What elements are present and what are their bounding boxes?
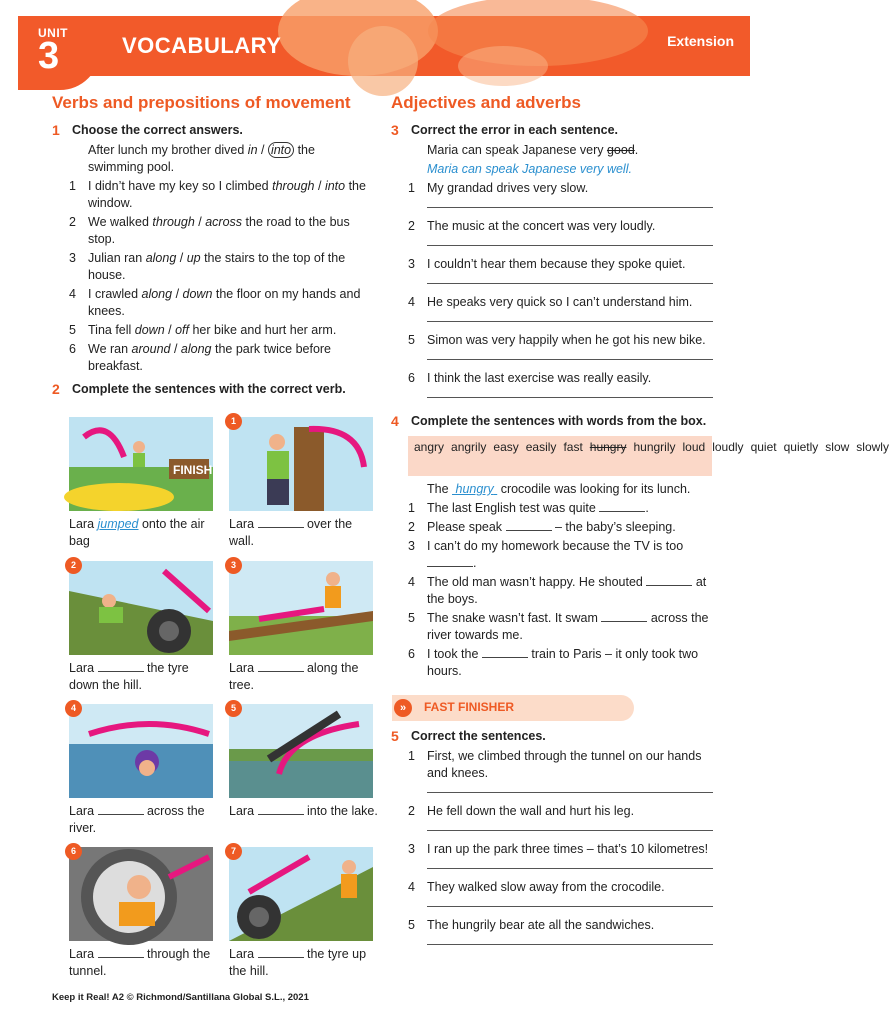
item-number: 4 xyxy=(408,575,415,589)
option-a[interactable]: along xyxy=(141,287,173,301)
item-number: 5 xyxy=(408,333,415,347)
choice-item xyxy=(69,341,370,375)
circled-answer: into xyxy=(268,142,294,158)
exercise-2-heading: 2 Complete the sentences with the correct verb. xyxy=(52,381,346,397)
correction-item xyxy=(408,748,721,793)
word-option: loudly xyxy=(712,440,744,454)
caption-3: Lara along the tree. xyxy=(229,661,359,692)
correction-item xyxy=(408,917,721,945)
item-number: 1 xyxy=(408,181,415,195)
exercise-4-heading: 4 Complete the sentences with words from the box. xyxy=(391,413,707,429)
item-text: I didn’t have my key so I climbed through / into the window. xyxy=(88,179,366,210)
finish-sign: FINISH xyxy=(173,463,213,477)
exercise-3: 3 Correct the error in each sentence. Maria can speak Japanese very good. Maria can speak Japanese very well. 1 My grandad drives very slow. 2 The music at the concert was very loudly. 3 I couldn’t hear them because they spoke quiet. 4 He speaks very quick so I can’t understand him. 5 Simon was very happily when he got his new bike. 6 I think the last exercise was really easily. xyxy=(391,122,721,408)
unit-label: UNIT xyxy=(38,26,68,40)
item-text: He speaks very quick so I can’t understand him. xyxy=(427,295,693,309)
exercise-1 xyxy=(52,122,370,375)
section-tag: Extension xyxy=(667,33,734,49)
answer-line[interactable] xyxy=(427,943,713,945)
caption-6: Lara through the tunnel. xyxy=(69,947,211,978)
example-sentence: The hungry crocodile was looking for its lunch. xyxy=(427,482,691,496)
option-a[interactable]: around xyxy=(131,342,171,356)
illustration-example xyxy=(69,417,213,511)
item-text: I crawled along / down the floor on my hands and knees. xyxy=(88,287,361,318)
picture-badge: 4 xyxy=(65,700,82,717)
option-a[interactable]: along xyxy=(145,251,177,265)
correction-item xyxy=(408,256,721,284)
item-number: 3 xyxy=(408,842,415,856)
answer-blank[interactable] xyxy=(646,575,692,586)
item-number: 2 xyxy=(69,215,76,229)
answer-blank[interactable] xyxy=(98,804,144,815)
correction-item xyxy=(408,803,721,831)
correction-item xyxy=(408,218,721,246)
correction-item xyxy=(408,294,721,322)
option-a[interactable]: down xyxy=(134,323,165,337)
caption-1: Lara over the wall. xyxy=(229,517,353,548)
example-sentence: Maria can speak Japanese very good. xyxy=(427,143,639,157)
answer-line[interactable] xyxy=(427,867,713,869)
picture-badge: 6 xyxy=(65,843,82,860)
gap-fill-item xyxy=(408,646,721,680)
answer-blank[interactable] xyxy=(427,556,473,567)
item-number: 5 xyxy=(408,918,415,932)
word-box xyxy=(408,436,889,476)
correction-item xyxy=(408,370,721,398)
illustration-6 xyxy=(69,847,213,941)
item-text: Simon was very happily when he got his new bike. xyxy=(427,333,706,347)
left-heading: Verbs and prepositions of movement xyxy=(52,93,351,112)
word-option: quietly xyxy=(783,440,819,454)
word-option: hungry xyxy=(589,440,627,454)
item-text: My grandad drives very slow. xyxy=(427,181,589,195)
option-a[interactable]: through xyxy=(272,179,315,193)
illustration-3 xyxy=(229,561,373,655)
word-option: quiet xyxy=(750,440,777,454)
exercise-number: 1 xyxy=(52,122,60,138)
exercise-5: 5 Correct the sentences. 1 First, we climbed through the tunnel on our hands and knees. 2 He fell down the wall and hurt his leg. 3 I ran up the park three times – that’s 10 kilometres! 4 They walked slow away from the crocodile. 5 The hungrily bear ate all the sandwiches. xyxy=(391,728,721,955)
right-heading: Adjectives and adverbs xyxy=(391,93,581,112)
answer-blank[interactable] xyxy=(258,661,304,672)
answer-line[interactable] xyxy=(427,282,713,284)
item-text: He fell down the wall and hurt his leg. xyxy=(427,804,635,818)
option-b[interactable]: along xyxy=(180,342,212,356)
example-answer: jumped xyxy=(97,517,139,531)
choice-item xyxy=(69,322,370,339)
item-text: The snake wasn’t fast. It swam across the river towards me. xyxy=(427,611,709,642)
correction-item xyxy=(408,879,721,907)
illustration-7 xyxy=(229,847,373,941)
item-text: Julian ran along / up the stairs to the top of the house. xyxy=(88,251,346,282)
answer-line[interactable] xyxy=(427,206,713,208)
illustration-5 xyxy=(229,704,373,798)
exercise-4 xyxy=(391,481,721,680)
answer-line[interactable] xyxy=(427,905,713,907)
item-text: They walked slow away from the crocodile. xyxy=(427,880,665,894)
item-number: 5 xyxy=(69,323,76,337)
correction-item xyxy=(408,332,721,360)
item-text: First, we climbed through the tunnel on our hands and knees. xyxy=(427,749,702,780)
word-option: slow xyxy=(825,440,850,454)
item-number: 6 xyxy=(69,342,76,356)
item-number: 2 xyxy=(408,219,415,233)
item-number: 4 xyxy=(69,287,76,301)
picture-badge: 5 xyxy=(225,700,242,717)
word-option: easily xyxy=(525,440,557,454)
picture-badge: 2 xyxy=(65,557,82,574)
fast-finisher-label: FAST FINISHER xyxy=(424,700,515,714)
illustration-1 xyxy=(229,417,373,511)
item-text: The old man wasn’t happy. He shouted at the boys. xyxy=(427,575,707,606)
answer-line[interactable] xyxy=(427,829,713,831)
item-number: 2 xyxy=(408,520,415,534)
answer-line[interactable] xyxy=(427,244,713,246)
answer-line[interactable] xyxy=(427,791,713,793)
item-number: 4 xyxy=(408,295,415,309)
choice-item xyxy=(69,214,370,248)
answer-line[interactable] xyxy=(427,358,713,360)
word-option: angry xyxy=(414,440,445,454)
answer-blank[interactable] xyxy=(601,611,647,622)
correction-item xyxy=(408,841,721,869)
item-text: The last English test was quite . xyxy=(427,501,649,515)
answer-blank[interactable] xyxy=(258,947,304,958)
item-number: 3 xyxy=(408,257,415,271)
caption-5: Lara into the lake. xyxy=(229,804,378,818)
choice-item xyxy=(69,250,370,284)
answer-blank[interactable] xyxy=(506,520,552,531)
item-text: I ran up the park three times – that’s 10 kilometres! xyxy=(427,842,709,856)
choice-item xyxy=(69,286,370,320)
item-number: 6 xyxy=(408,371,415,385)
item-number: 1 xyxy=(408,501,415,515)
picture-badge: 1 xyxy=(225,413,242,430)
answer-blank[interactable] xyxy=(599,501,645,512)
answer-blank[interactable] xyxy=(98,947,144,958)
word-option: loud xyxy=(682,440,706,454)
option-b[interactable]: up xyxy=(186,251,201,265)
item-number: 1 xyxy=(408,749,415,763)
item-text: The hungrily bear ate all the sandwiches. xyxy=(427,918,655,932)
option-b[interactable]: into xyxy=(324,179,346,193)
caption-example: Lara jumped onto the air bag xyxy=(69,517,205,548)
item-text: I took the train to Paris – it only took two hours. xyxy=(427,647,699,678)
correction-item xyxy=(408,180,721,208)
item-text: Tina fell down / off her bike and hurt her arm. xyxy=(88,323,337,337)
item-number: 2 xyxy=(408,804,415,818)
double-chevron-icon: » xyxy=(394,699,412,717)
caption-4: Lara across the river. xyxy=(69,804,205,835)
item-number: 5 xyxy=(408,611,415,625)
gap-fill-item xyxy=(408,500,721,517)
choice-item xyxy=(69,178,370,212)
answer-blank[interactable] xyxy=(258,804,304,815)
option-b[interactable]: down xyxy=(182,287,213,301)
item-text: The music at the concert was very loudly. xyxy=(427,219,656,233)
exercise-instruction: Choose the correct answers. xyxy=(72,123,243,137)
item-text: I couldn’t hear them because they spoke quiet. xyxy=(427,257,686,271)
unit-number: 3 xyxy=(38,35,60,77)
answer-line[interactable] xyxy=(427,320,713,322)
illustration-2 xyxy=(69,561,213,655)
gap-fill-item xyxy=(408,574,721,608)
item-text: I think the last exercise was really easily. xyxy=(427,371,652,385)
option-b[interactable]: off xyxy=(175,323,189,337)
answer-blank[interactable] xyxy=(258,517,304,528)
item-number: 4 xyxy=(408,880,415,894)
item-text: Please speak – the baby’s sleeping. xyxy=(427,520,676,534)
example-sentence: After lunch my brother dived in / into the swimming pool. xyxy=(88,143,315,174)
gap-fill-item xyxy=(408,519,721,536)
word-option: hungrily xyxy=(633,440,676,454)
item-number: 1 xyxy=(69,179,76,193)
picture-badge: 3 xyxy=(225,557,242,574)
caption-2: Lara the tyre down the hill. xyxy=(69,661,189,692)
item-text: We walked through / across the road to the bus stop. xyxy=(88,215,350,246)
caption-7: Lara the tyre up the hill. xyxy=(229,947,367,978)
picture-badge: 7 xyxy=(225,843,242,860)
word-option: easy xyxy=(493,440,519,454)
word-option: slowly xyxy=(856,440,889,454)
page-title: VOCABULARY xyxy=(122,33,282,58)
item-text: We ran around / along the park twice before breakfast. xyxy=(88,342,332,373)
option-a[interactable]: through xyxy=(152,215,195,229)
example-answer: Maria can speak Japanese very well. xyxy=(427,162,632,176)
answer-blank[interactable] xyxy=(482,647,528,658)
item-text: I can’t do my homework because the TV is too . xyxy=(427,539,684,570)
word-option: angrily xyxy=(451,440,487,454)
footer-copyright: Keep it Real! A2 © Richmond/Santillana Global S.L., 2021 xyxy=(52,992,309,1003)
answer-blank[interactable] xyxy=(98,661,144,672)
gap-fill-item xyxy=(408,610,721,644)
illustration-4 xyxy=(69,704,213,798)
item-number: 6 xyxy=(408,647,415,661)
option-b[interactable]: across xyxy=(205,215,243,229)
gap-fill-item xyxy=(408,538,721,572)
item-number: 3 xyxy=(69,251,76,265)
word-option: fast xyxy=(563,440,583,454)
answer-line[interactable] xyxy=(427,396,713,398)
item-number: 3 xyxy=(408,539,415,553)
